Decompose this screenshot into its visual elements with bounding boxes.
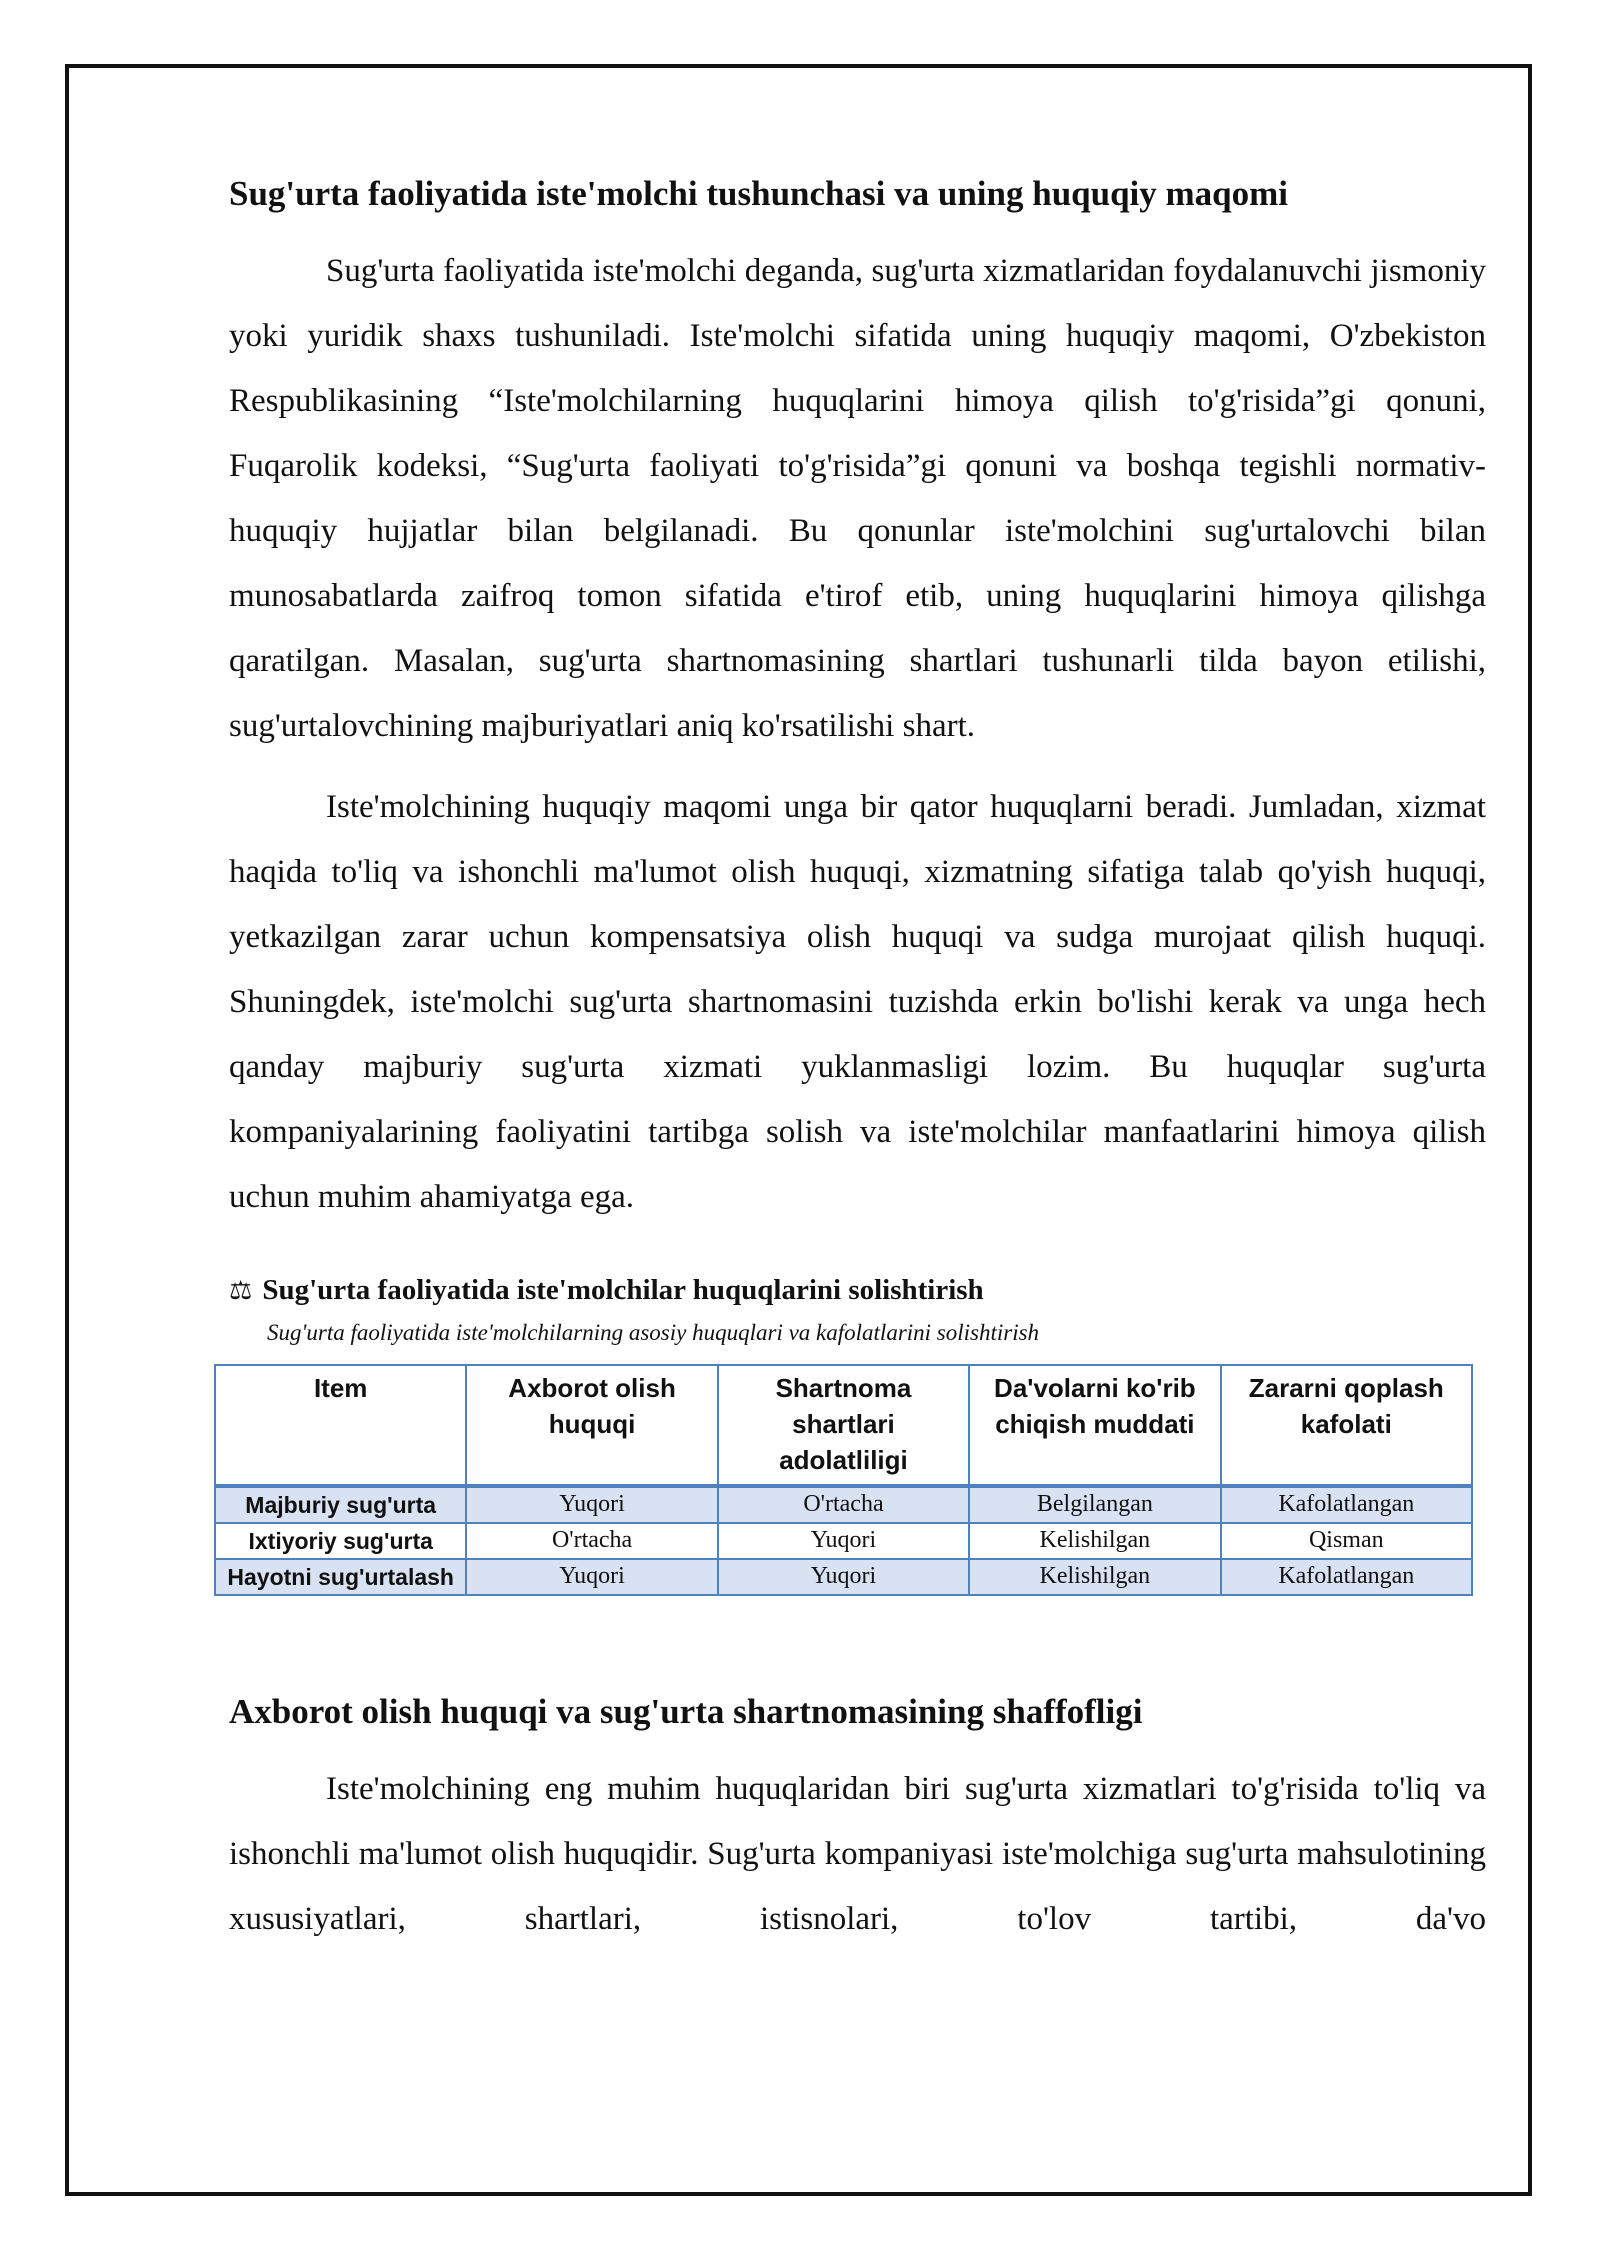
table-row [215,1559,1472,1595]
paragraph: Sug'urta faoliyatida iste'molchi deganda, sug'urta xizmatlaridan foydalanuvchi jismoniy yoki yuridik shaxs tushuniladi. Iste'molchi sifatida uning huquqiy maqomi, O'zbekiston Respublikasining “Iste'molchilarning huquqlarini himoya qilish to'g'risida”gi qonuni, Fuqarolik kodeksi, “Sug'urta faoliyati to'g'risida”gi qonuni va boshqa tegishli normativ-huquqiy hujjatlar bilan belgilanadi. Bu qonunlar iste'molchini sug'urtalovchi bilan munosabatlarda zaifroq tomon sifatida e'tirof etib, uning huquqlarini himoya qilishga qaratilgan. Masalan, sug'urta shartnomasining shartlari tushunarli tilda bayon etilishi, sug'urtalovchining majburiyatlari aniq ko'rsatilishi shart. [229,253,1486,745]
row-label: Hayotni sug'urtalash [215,1559,466,1595]
table-cell: Yuqori [718,1559,969,1595]
table-cell: Yuqori [718,1523,969,1559]
table-cell: Kafolatlangan [1221,1559,1472,1595]
column-header: Da'volarni ko'rib chiqish muddati [969,1365,1220,1486]
row-label: Majburiy sug'urta [215,1486,466,1523]
rights-comparison-table [214,1364,1473,1596]
table-row [215,1523,1472,1559]
table-title-text: Sug'urta faoliyatida iste'molchilar huquqlarini solishtirish [262,1274,984,1307]
table-row [215,1486,1472,1523]
table-cell: Yuqori [466,1486,717,1523]
column-header: Axborot olish huquqi [466,1365,717,1486]
paragraph: Iste'molchining eng muhim huquqlaridan biri sug'urta xizmatlari to'g'risida to'liq va ishonchli ma'lumot olish huquqidir. Sug'urta kompaniyasi iste'molchiga sug'urta mahsulotining xususiyatlari, shartlari, istisnolari, to'lov tartibi, da'vo [229,1771,1486,1938]
column-header: Zararni qoplash kafolati [1221,1365,1472,1486]
table-cell: Kelishilgan [969,1559,1220,1595]
section-heading-consumer-status: Sug'urta faoliyatida iste'molchi tushunchasi va uning huquqiy maqomi [229,174,1289,213]
table-header-row [215,1365,1472,1486]
table-cell: Kafolatlangan [1221,1486,1472,1523]
column-header: Item [215,1365,466,1486]
table-cell: O'rtacha [466,1523,717,1559]
table-cell: Yuqori [466,1559,717,1595]
table-cell: Kelishilgan [969,1523,1220,1559]
table-cell: Qisman [1221,1523,1472,1559]
table-title [229,1272,1486,1310]
table-cell: O'rtacha [718,1486,969,1523]
table-caption: Sug'urta faoliyatida iste'molchilarning asosiy huquqlari va kafolatlarini solishtirish [267,1319,1040,1345]
document-body [229,170,1486,1968]
section-information-right [229,1688,1486,1952]
column-header: Shartnoma shartlari adolatliligi [718,1365,969,1486]
scales-icon: ⚖ [229,1276,253,1307]
row-label: Ixtiyoriy sug'urta [215,1523,466,1559]
paragraph: Iste'molchining huquqiy maqomi unga bir qator huquqlarni beradi. Jumladan, xizmat haqida to'liq va ishonchli ma'lumot olish huquqi, xizmatning sifatiga talab qo'yish huquqi, yetkazilgan zarar uchun kompensatsiya olish huquqi va sudga murojaat qilish huquqi. Shuningdek, iste'molchi sug'urta shartnomasini tuzishda erkin bo'lishi kerak va unga hech qanday majburiy sug'urta xizmati yuklanmasligi lozim. Bu huquqlar sug'urta kompaniyalarining faoliyatini tartibga solish va iste'molchilar manfaatlarini himoya qilish uchun muhim ahamiyatga ega. [229,789,1486,1216]
table-cell: Belgilangan [969,1486,1220,1523]
section-heading-information-right: Axborot olish huquqi va sug'urta shartnomasining shaffofligi [229,1691,1143,1731]
